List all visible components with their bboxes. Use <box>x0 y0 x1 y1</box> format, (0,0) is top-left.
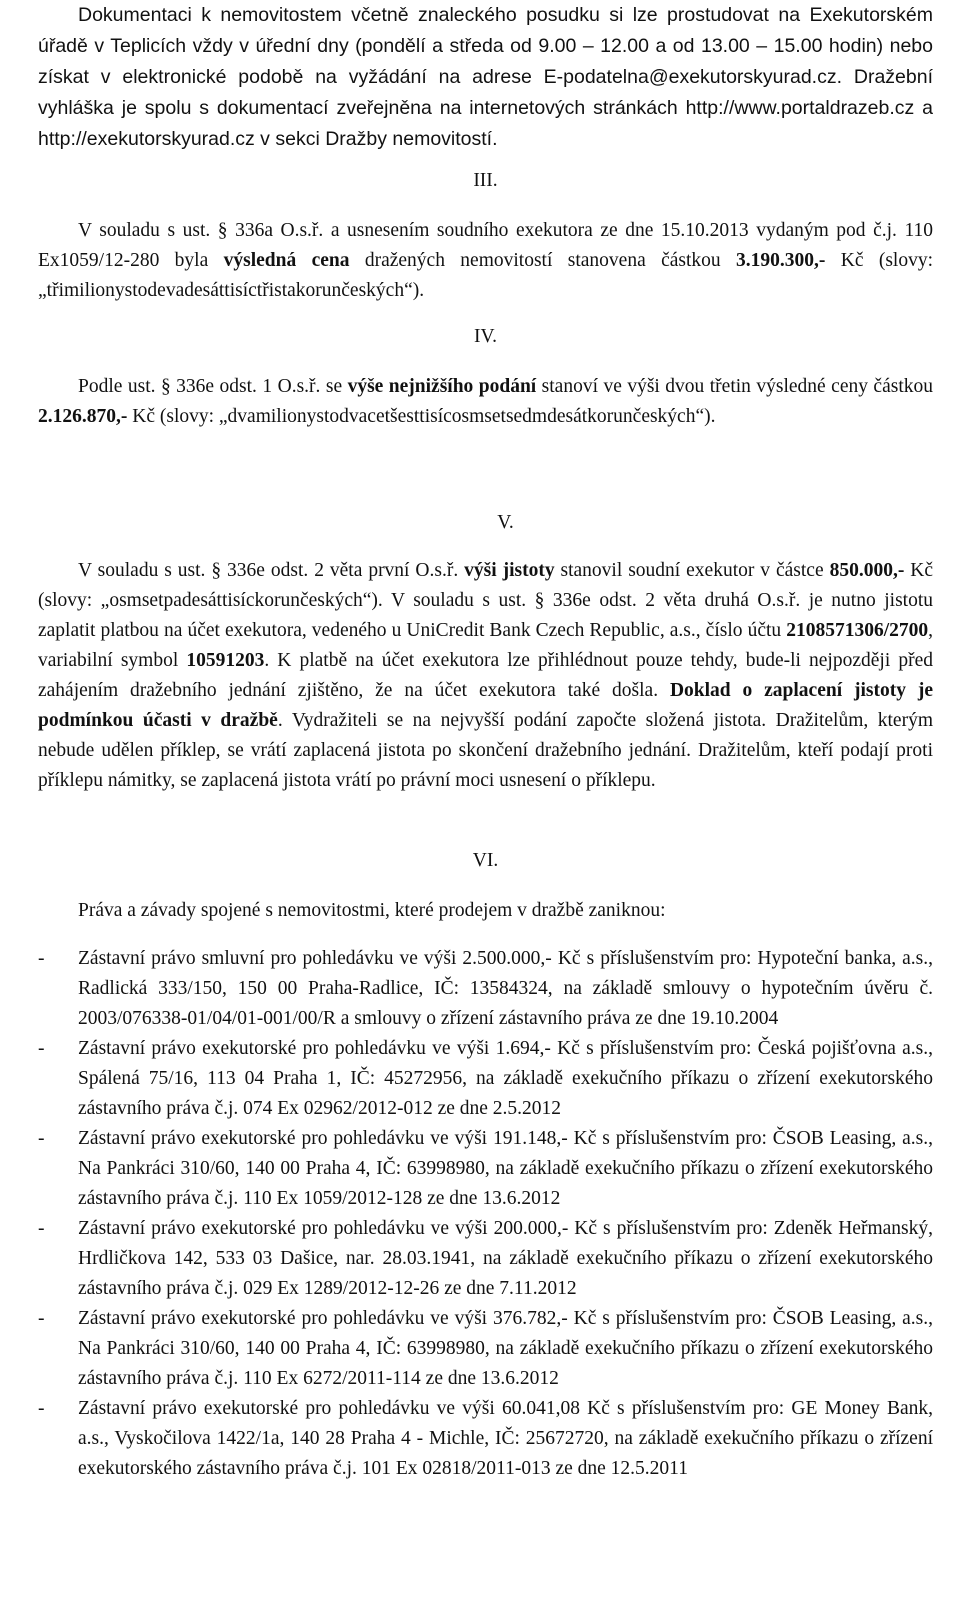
section-5-heading: V. <box>497 512 514 533</box>
list-dash: - <box>38 1308 45 1329</box>
intro-text-2: Dražební vyhláška je spolu s dokumentací zveřejněna na internetových stránkách http://www.portaldrazeb.cz a http://exekutorskyurad.cz v sekci Dražby nemovitostí. <box>38 66 934 150</box>
section-3-heading: III. <box>473 170 498 191</box>
lowest-bid-label: výše nejnižšího podání <box>347 376 537 397</box>
lien-list <box>38 944 933 1484</box>
section-3-paragraph: V souladu s ust. § 336a O.s.ř. a usnesením soudního exekutora ze dne 15.10.2013 vydaným pod č.j. 110 Ex1059/12-280 byla výsledná cena dražených nemovitostí stanovena částkou 3.190.300,- Kč (slovy: „třimilionystodevadesáttisíctřistakorunčeských“). <box>38 220 933 301</box>
section-4-paragraph: Podle ust. § 336e odst. 1 O.s.ř. se výše nejnižšího podání stanoví ve výši dvou třetin výsledné ceny částkou 2.126.870,- Kč (slovy: „dvamilionystodvacetšesttisícosmsetsedmdesátkorunčeských“). <box>38 376 933 427</box>
list-item: - Zástavní právo exekutorské pro pohledávku ve výši 191.148,- Kč s příslušenstvím pro: ČSOB Leasing, a.s., Na Pankráci 310/60, 140 00 Praha 4, IČ: 63998980, na základě exekučního příkazu o zřízení exekutorského zástavního práva č.j. 110 Ex 1059/2012-128 ze dne 13.6.2012 <box>38 1124 933 1214</box>
deposit-amount: 850.000,- <box>829 560 905 581</box>
deposit-label: výši jistoty <box>464 560 555 581</box>
list-item: - Zástavní právo smluvní pro pohledávku ve výši 2.500.000,- Kč s příslušenstvím pro: Hypoteční banka, a.s., Radlická 333/150, 150 00 Praha-Radlice, IČ: 13584324, na základě smlouvy o hypotečním úvěru č. 2003/076338-01/04/01-001/00/R a smlouvy o zřízení zástavního práva ze dne 19.10.2004 <box>38 944 933 1034</box>
variable-symbol: 10591203 <box>186 650 265 671</box>
list-item: - Zástavní právo exekutorské pro pohledávku ve výši 60.041,08 Kč s příslušenstvím pro: GE Money Bank, a.s., Vyskočilova 1422/1a, 140 28 Praha 4 - Michle, IČ: 25672720, na základě exekučního příkazu o zřízení exekutorského zástavního práva č.j. 101 Ex 02818/2011-013 ze dne 12.5.2011 <box>38 1394 933 1484</box>
intro-text-1: Dokumentaci k nemovitostem včetně znaleckého posudku si lze prostudovat na Exekutorském úřadě v Teplicích vždy v úřední dny (pondělí a středa od 9.00 – 12.00 a od 13.00 – 15.00 hodin) nebo získat v elektronické podobě na vyžádání na adrese E-podatelna@exekutorskyurad.cz. <box>38 4 933 88</box>
section-6-intro: Práva a závady spojené s nemovitostmi, které prodejem v dražbě zaniknou: <box>78 900 666 921</box>
list-item: - Zástavní právo exekutorské pro pohledávku ve výši 200.000,- Kč s příslušenstvím pro: Zdeněk Heřmanský, Hrdličkova 142, 533 03 Dašice, nar. 28.03.1941, na základě exekučního příkazu o zřízení exekutorského zástavního práva č.j. 029 Ex 1289/2012-12-26 ze dne 7.11.2012 <box>38 1214 933 1304</box>
final-price-amount: 3.190.300,- <box>736 250 826 271</box>
section-5-paragraph: V souladu s ust. § 336e odst. 2 věta první O.s.ř. výši jistoty stanovil soudní exekutor v částce 850.000,- Kč (slovy: „osmsetpadesáttisíckorunčeských“). V souladu s ust. § 336e odst. 2 věta druhá O.s.ř. je nutno jistotu zaplatit platbou na účet exekutora, vedeného u UniCredit Bank Czech Republic, a.s., číslo účtu 2108571306/2700, variabilní symbol 10591203. K platbě na účet exekutora lze přihlédnout pouze tehdy, bude-li nejpozději před zahájením dražebního jednání zjištěno, že na účet exekutora také došla. Doklad o zaplacení jistoty je podmínkou účasti v dražbě. Vydražiteli se na nejvyšší podání započte složená jistota. Dražitelům, kterým nebude udělen příklep, se vrátí zaplacená jistota po skončení dražebního jednání. Dražitelům, kteří podají proti příklepu námitky, se zaplacená jistota vrátí po právní moci usnesení o příklepu. <box>38 560 933 791</box>
list-dash: - <box>38 1038 45 1059</box>
section-6-heading: VI. <box>472 850 499 871</box>
account-number: 2108571306/2700 <box>786 620 929 641</box>
lowest-bid-amount: 2.126.870,- <box>38 406 128 427</box>
list-dash: - <box>38 948 45 969</box>
deposit-condition: Doklad o zaplacení jistoty je podmínkou účasti v dražbě <box>38 680 933 731</box>
final-price-label: výsledná cena <box>223 250 350 271</box>
list-dash: - <box>38 1398 45 1419</box>
list-item: - Zástavní právo exekutorské pro pohledávku ve výši 1.694,- Kč s příslušenstvím pro: Česká pojišťovna a.s., Spálená 75/16, 113 04 Praha 1, IČ: 45272956, na základě exekučního příkazu o zřízení exekutorského zástavního práva č.j. 074 Ex 02962/2012-012 ze dne 2.5.2012 <box>38 1034 933 1124</box>
section-4-heading: IV. <box>474 326 497 347</box>
list-dash: - <box>38 1128 45 1149</box>
intro-paragraph <box>38 0 933 155</box>
list-dash: - <box>38 1218 45 1239</box>
list-item: - Zástavní právo exekutorské pro pohledávku ve výši 376.782,- Kč s příslušenstvím pro: ČSOB Leasing, a.s., Na Pankráci 310/60, 140 00 Praha 4, IČ: 63998980, na základě exekučního příkazu o zřízení exekutorského zástavního práva č.j. 110 Ex 6272/2011-114 ze dne 13.6.2012 <box>38 1304 933 1394</box>
